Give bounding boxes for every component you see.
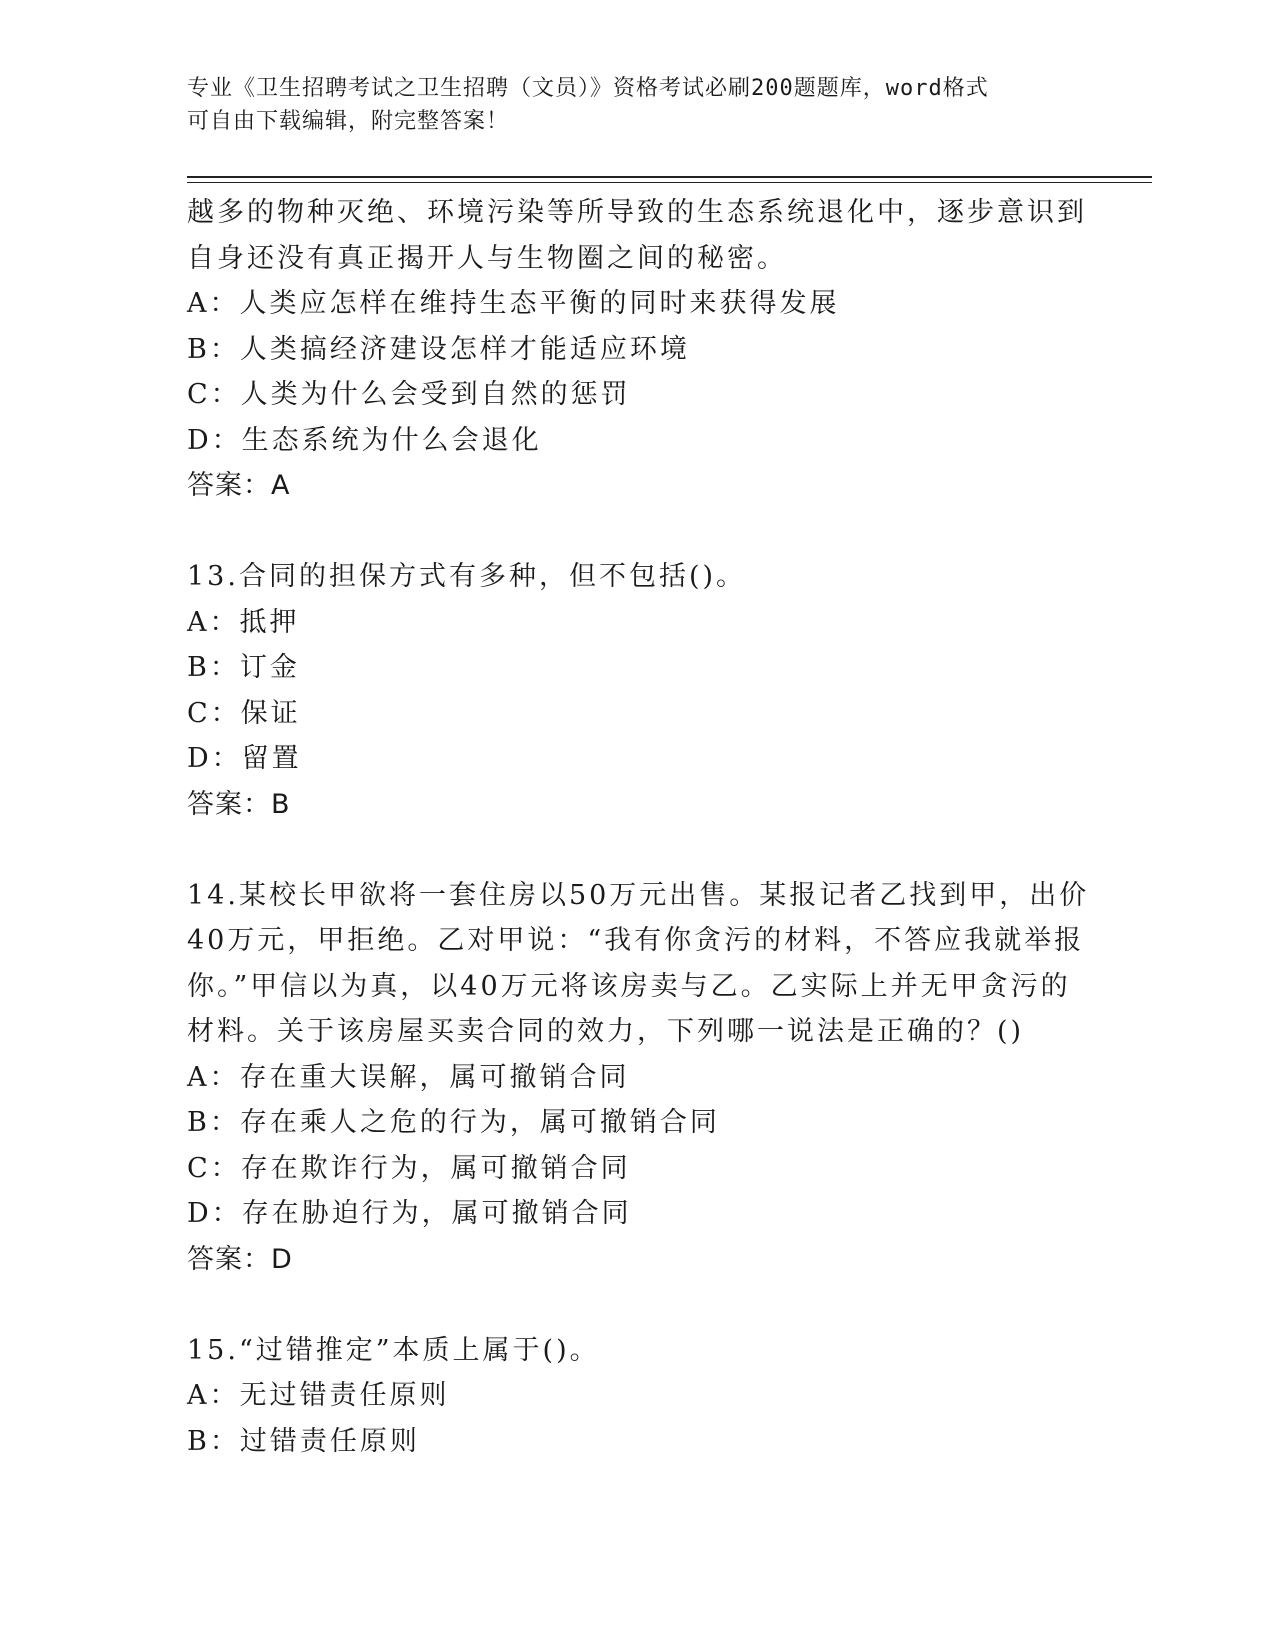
answer-line: 答案：D xyxy=(187,1243,293,1275)
option-a: A：无过错责任原则 xyxy=(187,1380,450,1411)
question-stem-line: 40万元，甲拒绝。乙对甲说：“我有你贪污的材料，不答应我就举报 xyxy=(187,925,1085,956)
option-a: A：抵押 xyxy=(187,606,300,638)
option-b: B：存在乘人之危的行为，属可撤销合同 xyxy=(187,1107,720,1138)
option-d: D：存在胁迫行为，属可撤销合同 xyxy=(187,1198,632,1229)
option-d: D：生态系统为什么会退化 xyxy=(187,424,542,456)
question-stem-line: 你。”甲信以为真，以40万元将该房卖与乙。乙实际上并无甲贪污的 xyxy=(187,970,1071,1002)
option-b: B：人类搞经济建设怎样才能适应环境 xyxy=(187,333,690,365)
question-stem-line: 13.合同的担保方式有多种，但不包括()。 xyxy=(187,561,747,592)
header-title-line-2: 可自由下载编辑，附完整答案！ xyxy=(187,109,510,134)
option-d: D：留置 xyxy=(187,743,302,774)
question-stem-line: 14.某校长甲欲将一套住房以50万元出售。某报记者乙找到甲，出价 xyxy=(187,879,1090,911)
question-list xyxy=(187,190,1090,1464)
option-a: A：人类应怎样在维持生态平衡的同时来获得发展 xyxy=(187,288,840,319)
option-b: B：过错责任原则 xyxy=(187,1425,420,1457)
option-a: A：存在重大误解，属可撤销合同 xyxy=(187,1061,630,1093)
question-spacer xyxy=(187,827,1087,873)
question-stem-line: 越多的物种灭绝、环境污染等所导致的生态系统退化中，逐步意识到 xyxy=(187,197,1087,228)
question-spacer xyxy=(187,509,1087,555)
option-c: C：保证 xyxy=(187,697,301,729)
question-stem-line: 自身还没有真正揭开人与生物圈之间的秘密。 xyxy=(187,242,787,274)
question-15 xyxy=(187,1328,1087,1465)
header-title-line-1: 专业《卫生招聘考试之卫生招聘（文员）》资格考试必刷200题题库，word格式 xyxy=(187,76,989,101)
answer-line: 答案：B xyxy=(187,788,291,820)
question-14 xyxy=(187,873,1090,1283)
question-stem-line: 材料。关于该房屋买卖合同的效力，下列哪一说法是正确的？() xyxy=(187,1016,1025,1047)
document-header xyxy=(187,72,1067,138)
option-b: B：订金 xyxy=(187,652,300,683)
header-rule-thin xyxy=(187,182,1152,183)
question-13 xyxy=(187,554,1087,827)
question-12 xyxy=(187,190,1087,509)
option-c: C：人类为什么会受到自然的惩罚 xyxy=(187,379,631,410)
option-c: C：存在欺诈行为，属可撤销合同 xyxy=(187,1152,631,1184)
question-stem-line: 15.“过错推定”本质上属于()。 xyxy=(187,1334,600,1366)
answer-line: 答案：A xyxy=(187,470,291,501)
header-rule-thick xyxy=(187,176,1152,178)
question-spacer xyxy=(187,1282,1087,1328)
